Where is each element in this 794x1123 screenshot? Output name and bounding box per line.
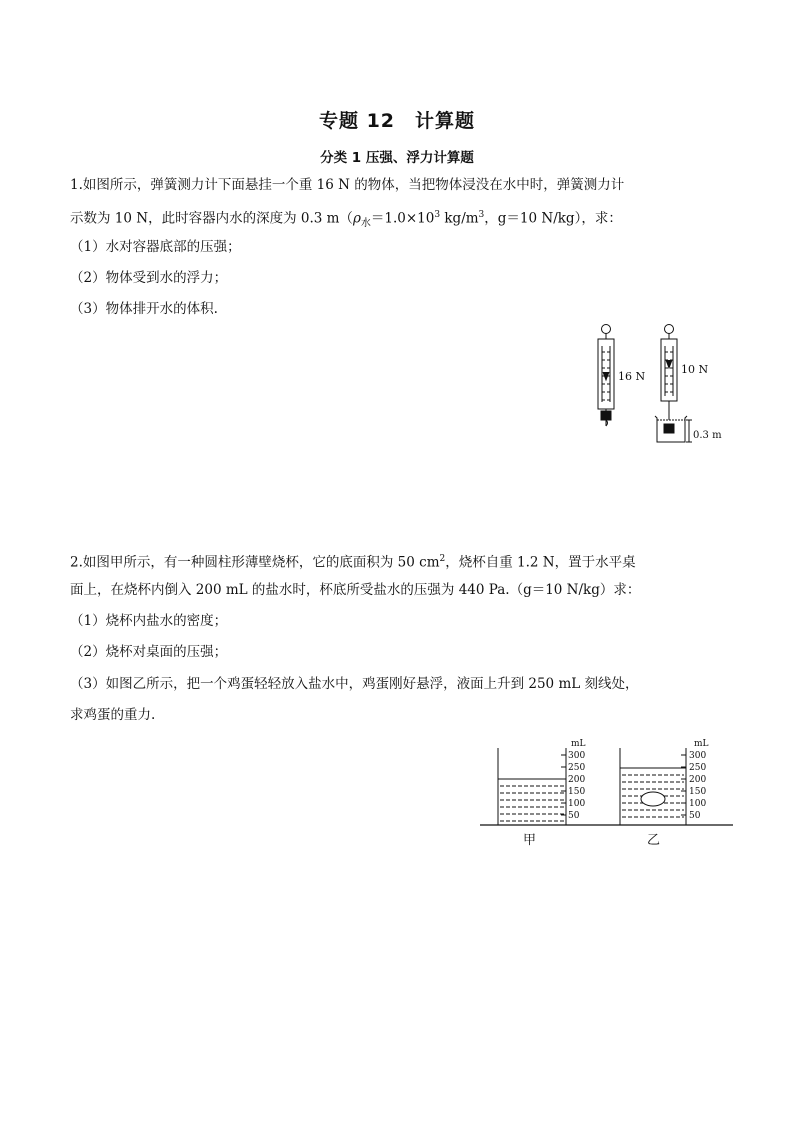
- q2-sub-3: （3）如图乙所示，把一个鸡蛋轻轻放入盐水中，鸡蛋刚好悬浮，液面上升到 250 mL 刻线处，: [70, 676, 639, 692]
- label-depth: 0.3 m: [693, 430, 722, 441]
- q2-line-1: [70, 550, 636, 572]
- q1-sub-2: （2）物体受到水的浮力；: [70, 270, 228, 286]
- q2-sub-1: （1）烧杯内盐水的密度；: [70, 613, 228, 629]
- tick-yi-200: 200: [689, 775, 707, 785]
- q2-line-1-post: ，烧杯自重 1.2 N，置于水平桌: [445, 554, 636, 571]
- q1-line-2-unit: kg/m: [440, 210, 479, 227]
- tick-jia-300: 300: [568, 751, 586, 761]
- q1-line-2-g: ，g＝10 N/kg），求：: [484, 210, 622, 227]
- exp-3-first: 3: [434, 210, 441, 220]
- q2-line-2: 面上，在烧杯内倒入 200 mL 的盐水时，杯底所受盐水的压强为 440 Pa.（g＝10 N/kg）求：: [70, 582, 641, 598]
- spring-scale-figure: [585, 322, 735, 452]
- tick-jia-50: 50: [568, 811, 580, 821]
- q1-line-2-pre: 示数为 10 N，此时容器内水的深度为 0.3 m（: [70, 210, 353, 227]
- q2-sub-2: （2）烧杯对桌面的压强；: [70, 644, 228, 660]
- tick-yi-300: 300: [689, 751, 707, 761]
- spring-scale-left: [598, 325, 614, 427]
- tick-yi-50: 50: [689, 811, 701, 821]
- exp-2: 2: [439, 554, 446, 564]
- spring-scale-right: [655, 325, 692, 443]
- tick-yi-100: 100: [689, 799, 707, 809]
- section-title: 分类 1 压强、浮力计算题: [320, 150, 474, 166]
- label-jia: 甲: [523, 833, 537, 848]
- page-title: 专题 12 计算题: [318, 110, 476, 132]
- unit-label-yi: mL: [694, 739, 709, 749]
- unit-label-jia: mL: [571, 739, 586, 749]
- tick-jia-100: 100: [568, 799, 586, 809]
- beaker-jia: [498, 748, 566, 825]
- q1-sub-1: （1）水对容器底部的压强；: [70, 239, 241, 255]
- q2-sub-3-cont: 求鸡蛋的重力.: [70, 707, 156, 723]
- label-16n: 16 N: [618, 370, 646, 383]
- tick-yi-250: 250: [689, 763, 707, 773]
- beaker-yi: [620, 748, 686, 825]
- q1-line-1: 1.如图所示，弹簧测力计下面悬挂一个重 16 N 的物体，当把物体浸没在水中时，弹簧测力计: [70, 177, 625, 193]
- q2-line-1-pre: 2.如图甲所示，有一种圆柱形薄壁烧杯，它的底面积为 50 cm: [70, 554, 440, 571]
- rho-symbol: ρ: [352, 210, 361, 227]
- exp-3-second: 3: [478, 210, 485, 220]
- tick-jia-250: 250: [568, 763, 586, 773]
- beaker-figure: [478, 738, 738, 850]
- tick-yi-150: 150: [689, 787, 707, 797]
- label-yi: 乙: [647, 833, 661, 848]
- tick-jia-200: 200: [568, 775, 586, 785]
- tick-jia-150: 150: [568, 787, 586, 797]
- egg: [641, 792, 665, 806]
- q1-sub-3: （3）物体排开水的体积.: [70, 301, 218, 317]
- q1-line-2: [70, 206, 622, 233]
- water-subscript: 水: [360, 218, 371, 230]
- label-10n: 10 N: [681, 363, 709, 376]
- q1-line-2-mid: ＝1.0×10: [370, 210, 435, 227]
